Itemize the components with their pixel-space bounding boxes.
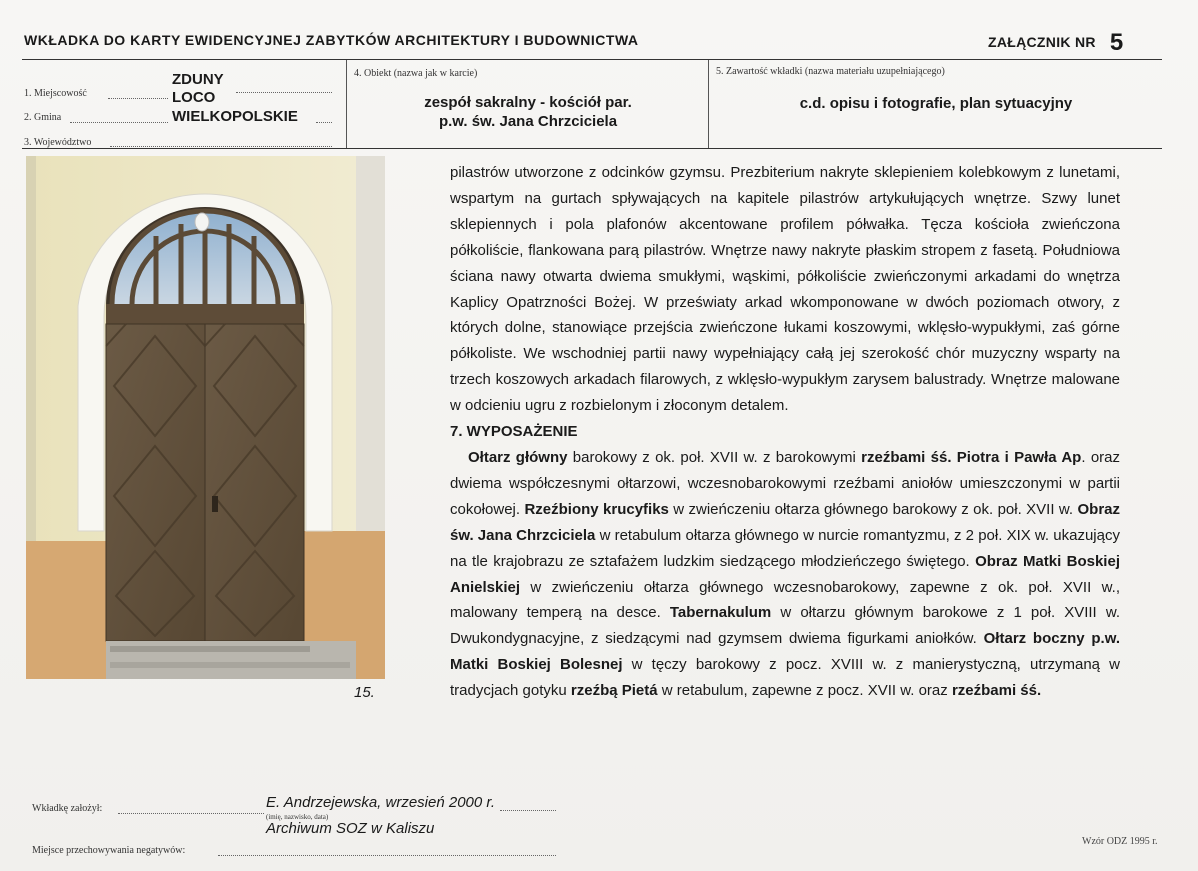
header-rule-top — [22, 59, 1162, 60]
object-name — [350, 93, 706, 131]
object-name-line2: p.w. św. Jana Chrzciciela — [438, 113, 618, 130]
field-wojewodztwo-label: 3. Województwo — [24, 137, 92, 148]
description-text — [450, 160, 1120, 704]
item-sculptures: rzeźbami śś. — [951, 682, 1042, 700]
field-gmina-label: 2. Gmina — [24, 112, 62, 123]
negatives-label: Miejsce przechowywania negatywów: — [32, 845, 186, 856]
item-tabernacle: Tabernakulum — [669, 604, 772, 622]
text-run: w zwieńczeniu ołtarza głównego wczesnobarokowy, zapewne z ok. poł. XVII w., malowany temperą na desce. — [450, 578, 1120, 622]
text-run: w retabulum, zapewne z pocz. XVII w. oraz — [657, 682, 952, 700]
annex-label — [988, 29, 1123, 57]
field-wojewodztwo-dots — [110, 146, 332, 147]
equipment-paragraph — [450, 445, 1120, 704]
column-divider-1 — [346, 60, 347, 148]
form-template-label: Wzór ODZ 1995 r. — [1082, 836, 1158, 847]
text-run: . oraz dwiema współczesnymi ołtarzowi, wczesnobarokowymi rzeźbami aniołów umieszczonymi w partii cokołowej. — [450, 448, 1120, 518]
founder-value: E. Andrzejewska, wrzesień 2000 r. — [266, 794, 495, 811]
field-gmina-value: WIELKOPOLSKIE — [172, 108, 298, 125]
negatives-dots — [218, 855, 556, 856]
item-peter-paul: rzeźbami śś. Piotra i Pawła Ap — [861, 448, 1082, 466]
church-door-photo — [26, 156, 385, 679]
text-run: barokowy z ok. poł. XVII w. z barokowymi — [567, 448, 862, 466]
object-name-line1: zespół sakralny - kościół par. — [424, 94, 632, 111]
item-side-altar: Ołtarz boczny p.w. Matki Boskiej Bolesnej — [450, 630, 1120, 674]
item-main-altar: Ołtarz główny — [468, 448, 568, 466]
form-title: WKŁADKA DO KARTY EWIDENCYJNEJ ZABYTKÓW ARCHITEKTURY I BUDOWNICTWA — [24, 32, 639, 48]
field-miejscowosc-label: 1. Miejscowość — [24, 88, 87, 99]
text-run: w retabulum ołtarza głównego w nurcie romantyzmu, z 2 poł. XIX w. ukazujący na tle krajobrazu ze sztafażem ludzkim siedzącego młodzieńczego świętego. — [450, 526, 1120, 570]
field-miejscowosc-dots — [108, 98, 168, 99]
text-run: w zwieńczeniu ołtarza głównego barokowy z ok. poł. XVII w. — [668, 500, 1078, 518]
equipment-section — [450, 419, 1120, 445]
description-paragraph: pilastrów utworzone z odcinków gzymsu. Prezbiterium nakryte sklepieniem kolebkowym z lunetami, wspartym na gurtach spływających na kapitele pilastrów artykułujących wnętrze. Szwy lunet sklepiennych i pola plafonów akcentowane profilem półwałka. Tęcza kościoła zwieńczona półkoliście, flankowana parą pilastrów. Wnętrze nawy nakryte płaskim stropem z fasetą. Południowa ściana nawy otwarta dwiema smukłymi, wąskimi, półkoliście zwieńczonymi arkadami do wnętrza Kaplicy Opatrzności Bożej. W przeświaty arkad wkomponowane w dwóch poziomach otwory, z których dolne, stanowiące przejścia zwieńczone łukami koszowymi, wklęsło-wypukłymi, zaś górne półkoliste. We wschodniej partii nawy wypełniający całą jej szerokość chór muzyczny wsparty na trzech koszowych arkadach filarowych, z wklęsło-wypukłym zarysem balustrady. Wnętrze malowane w odcieniu ugru z rozbielonym i złoconym detalem. — [450, 164, 1120, 415]
field-gmina-dots-2 — [316, 122, 332, 123]
archive-value: Archiwum SOZ w Kaliszu — [266, 820, 435, 837]
founder-label: Wkładkę założył: — [32, 803, 103, 814]
field-miejscowosc-extra: LOCO — [172, 89, 216, 106]
field-miejscowosc-dots-2 — [236, 92, 332, 93]
text-run: w ołtarzu głównym barokowe z 1 poł. XVIII w. Dwukondygnacyjne, z siedzącymi nad gzymsem dwiema figurkami aniołków. — [450, 604, 1120, 648]
founder-dots — [118, 813, 264, 814]
item-pieta: rzeźbą Pietá — [570, 682, 658, 700]
founder-hint: (imię, nazwisko, data) — [266, 813, 329, 821]
object-label: 4. Obiekt (nazwa jak w karcie) — [354, 68, 478, 79]
annex-number: 5 — [1109, 29, 1124, 56]
field-gmina-dots — [70, 122, 168, 123]
item-crucifix: Rzeźbiony krucyfiks — [524, 500, 669, 518]
column-divider-2 — [708, 60, 709, 148]
contents-value: c.d. opisu i fotografie, plan sytuacyjny — [799, 95, 1073, 112]
field-miejscowosc-value: ZDUNY — [172, 71, 224, 88]
annex-label-text: ZAŁĄCZNIK NR — [988, 34, 1096, 50]
section-heading: 7. WYPOSAŻENIE — [450, 423, 578, 441]
door-illustration — [26, 156, 385, 679]
header-rule-bottom — [22, 148, 1162, 149]
text-run: w tęczy barokowy z pocz. XVIII w. z manierystyczną, utrzymaną w tradycjach gotyku — [450, 656, 1120, 700]
item-john-painting: Obraz św. Jana Chrzciciela — [450, 500, 1120, 544]
founder-dots-2 — [500, 810, 556, 811]
item-mary-painting: Obraz Matki Boskiej Anielskiej — [450, 552, 1120, 596]
photo-caption: 15. — [354, 684, 375, 701]
contents-label: 5. Zawartość wkładki (nazwa materiału uzupełniającego) — [716, 66, 945, 77]
